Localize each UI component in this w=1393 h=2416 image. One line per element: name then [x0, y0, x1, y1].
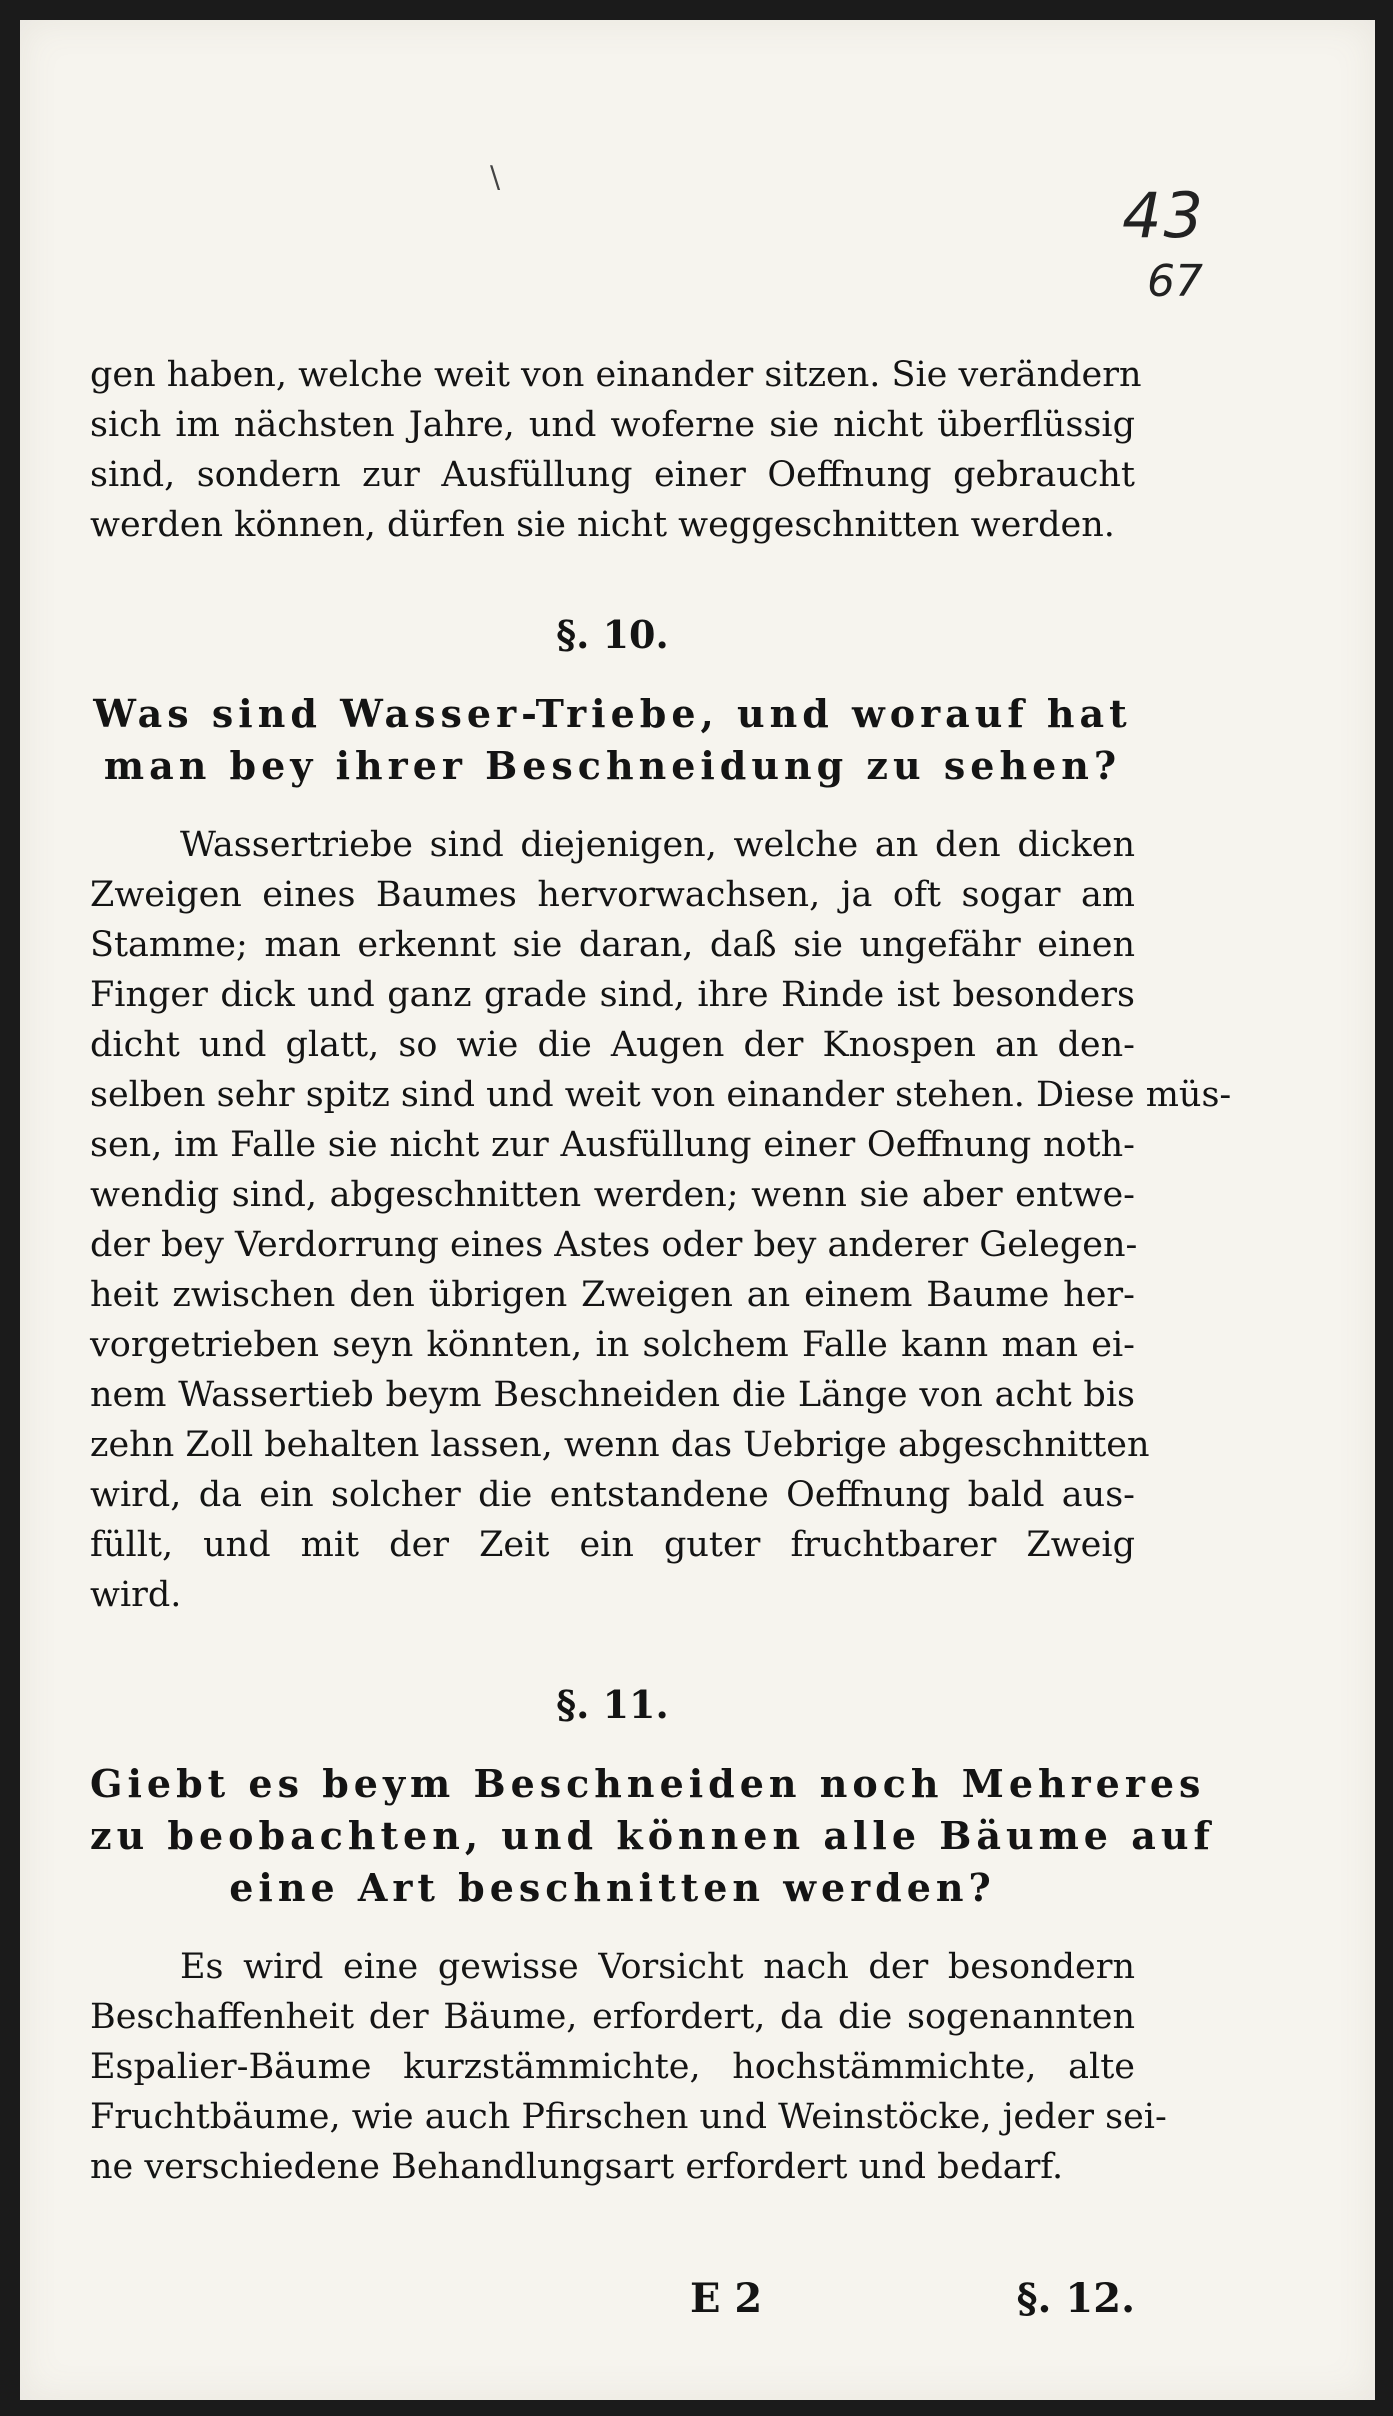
section-mark-11: §. 11.	[556, 1682, 669, 1727]
section-heading-10	[90, 688, 1135, 792]
text-line: nem Wassertieb beym Beschneiden die Länge von acht bis	[90, 1375, 1135, 1415]
heading-line: man bey ihrer Beschneidung zu sehen?	[103, 743, 1122, 788]
text-line: werden können, dürfen sie nicht weggeschnitten werden.	[90, 505, 1115, 545]
text-line: wendig sind, abgeschnitten werden; wenn sie aber entwe-	[90, 1175, 1135, 1215]
text-line: wird, da ein solcher die entstandene Oeffnung bald aus-	[90, 1475, 1135, 1515]
text-line: vorgetrieben seyn könnten, in solchem Falle kann man ei-	[90, 1325, 1135, 1365]
text-line: Zweigen eines Baumes hervorwachsen, ja oft sogar am	[90, 875, 1135, 915]
text-line: selben sehr spitz sind und weit von einander stehen. Diese müs-	[90, 1075, 1232, 1115]
text-line: Finger dick und ganz grade sind, ihre Rinde ist besonders	[90, 975, 1135, 1015]
text-line: sen, im Falle sie nicht zur Ausfüllung einer Oeffnung noth-	[90, 1125, 1135, 1165]
text-line: Espalier-Bäume kurzstämmichte, hochstämmichte, alte	[90, 2047, 1135, 2087]
heading-line: Giebt es beym Beschneiden noch Mehreres	[90, 1761, 1206, 1806]
section-heading-11	[90, 1758, 1215, 1914]
section-body-10	[90, 820, 1232, 1620]
text-line: zehn Zoll behalten lassen, wenn das Uebrige abgeschnitten	[90, 1425, 1150, 1465]
handwritten-folio-number: 43	[1122, 179, 1205, 252]
section-mark-10: §. 10.	[556, 612, 669, 657]
text-line: sind, sondern zur Ausfüllung einer Oeffnung gebraucht	[90, 455, 1135, 495]
text-line: gen haben, welche weit von einander sitzen. Sie verändern	[90, 355, 1142, 395]
text-line: Beschaffenheit der Bäume, erfordert, da die sogenannten	[90, 1997, 1135, 2037]
heading-line: eine Art beschnitten werden?	[229, 1865, 996, 1910]
signature-mark: E 2	[690, 2275, 763, 2322]
text-line: der bey Verdorrung eines Astes oder bey anderer Gelegen-	[90, 1225, 1138, 1265]
text-line: Fruchtbäume, wie auch Pfirschen und Weinstöcke, jeder sei-	[90, 2097, 1167, 2137]
text-line: sich im nächsten Jahre, und woferne sie nicht überflüssig	[90, 405, 1135, 445]
text-line: wird.	[90, 1575, 182, 1615]
heading-line: Was sind Wasser-Triebe, und worauf hat	[93, 691, 1132, 736]
catchword: §. 12.	[1016, 2275, 1135, 2322]
text-line: Wassertriebe sind diejenigen, welche an den dicken	[180, 825, 1135, 865]
section-body-11	[90, 1942, 1167, 2192]
document-page	[20, 20, 1375, 2400]
paragraph-continuation	[90, 350, 1142, 550]
text-body	[90, 350, 1232, 2192]
heading-line: zu beobachten, und können alle Bäume auf	[90, 1813, 1215, 1858]
handwritten-page-number: 67	[1147, 256, 1203, 307]
stray-mark: \	[490, 160, 501, 195]
text-line: Stamme; man erkennt sie daran, daß sie ungefähr einen	[90, 925, 1135, 965]
text-line: heit zwischen den übrigen Zweigen an einem Baume her-	[90, 1275, 1135, 1315]
text-line: dicht und glatt, so wie die Augen der Knospen an den-	[90, 1025, 1135, 1065]
text-line: füllt, und mit der Zeit ein guter fruchtbarer Zweig	[90, 1525, 1135, 1565]
text-line: Es wird eine gewisse Vorsicht nach der besondern	[180, 1947, 1135, 1987]
text-line: ne verschiedene Behandlungsart erfordert und bedarf.	[90, 2147, 1064, 2187]
